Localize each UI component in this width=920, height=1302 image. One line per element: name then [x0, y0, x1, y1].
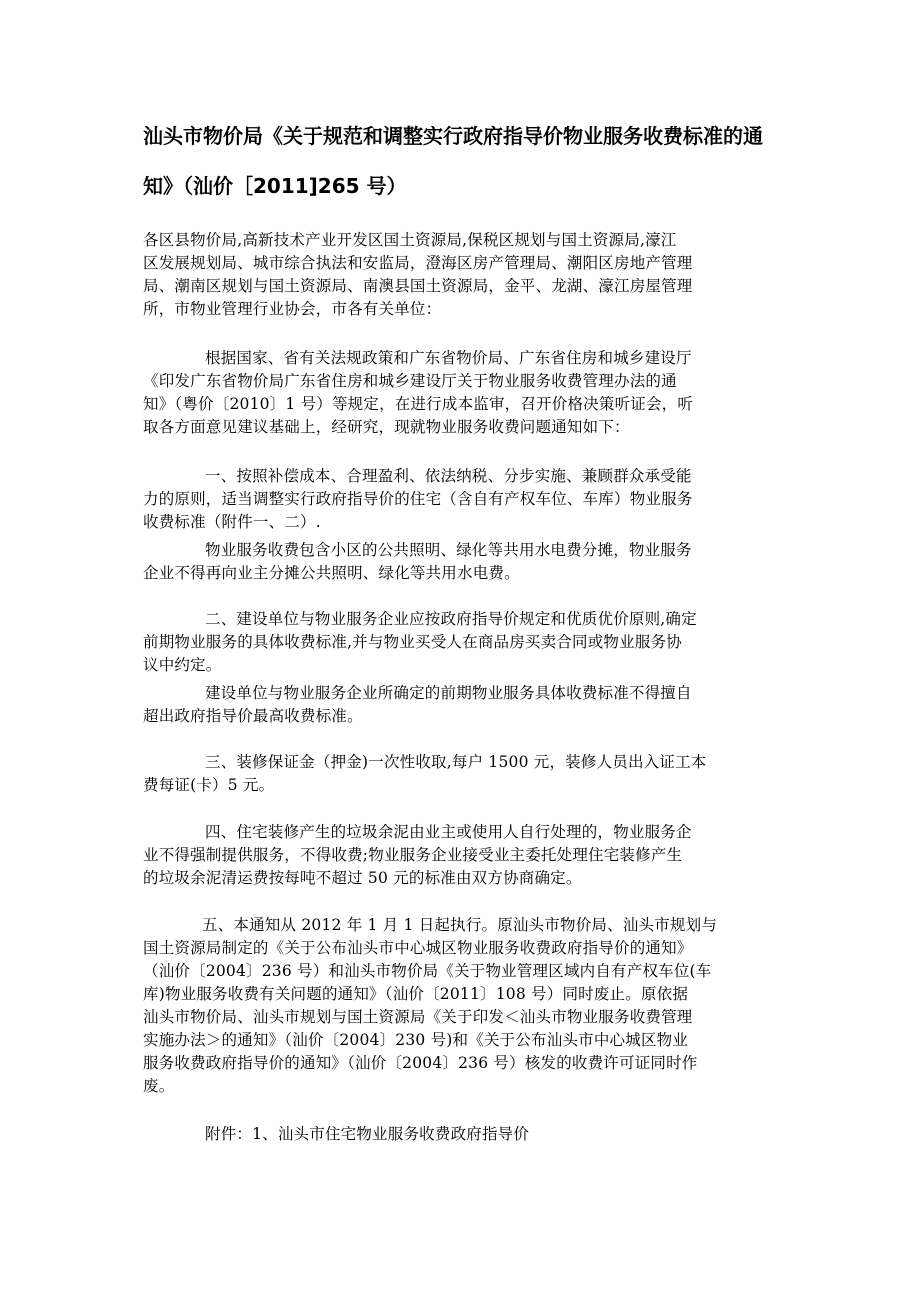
item-4-line: 四、住宅装修产生的垃圾余泥由业主或使用人自行处理的，物业服务企: [205, 823, 692, 841]
item-5-line: 国土资源局制定的《关于公布汕头市中心城区物业服务收费政府指导价的通知》: [143, 939, 693, 957]
item-5-line: 废。: [143, 1077, 175, 1095]
item-3-line: 三、装修保证金（押金)一次性收取,每户 1500 元，装修人员出入证工本: [205, 753, 707, 771]
item-2b-line: 建设单位与物业服务企业所确定的前期物业服务具体收费标准不得擅自: [205, 684, 692, 702]
item-1-line: 一、按照补偿成本、合理盈利、依法纳税、分步实施、兼顾群众承受能: [205, 467, 692, 485]
addressee-line: 局、潮南区规划与国土资源局、南澳县国土资源局，金平、龙湖、濠江房屋管理: [143, 277, 693, 295]
item-5-paragraph: [143, 914, 779, 1098]
intro-line: 《印发广东省物价局广东省住房和城乡建设厅关于物业服务收费管理办法的通: [143, 372, 677, 390]
item-4-line: 业不得强制提供服务，不得收费;物业服务企业接受业主委托处理住宅装修产生: [143, 846, 683, 864]
item-3-line: 费每证(卡）5 元。: [143, 776, 275, 794]
item-1-line: 收费标准（附件一、二）.: [143, 513, 321, 531]
item-3-paragraph: [143, 751, 779, 797]
item-2b-paragraph: [143, 682, 779, 728]
attachment-paragraph: [143, 1123, 779, 1146]
item-5-line: （汕价〔2004〕236 号）和汕头市物价局《关于物业管理区域内自有产权车位(车: [143, 962, 712, 980]
item-1-line: 力的原则，适当调整实行政府指导价的住宅（含自有产权车位、车库）物业服务: [143, 490, 693, 508]
document-title-line-1: 汕头市物价局《关于规范和调整实行政府指导价物业服务收费标准的通: [143, 124, 763, 148]
addressee-line: 各区县物价局,高新技术产业开发区国土资源局,保税区规划与国土资源局,濠江: [143, 231, 677, 249]
item-1b-line: 物业服务收费包含小区的公共照明、绿化等共用水电费分摊，物业服务: [205, 541, 692, 559]
item-1b-paragraph: [143, 539, 779, 585]
item-5-line: 五、本通知从 2012 年 1 月 1 日起执行。原汕头市物价局、汕头市规划与: [202, 916, 718, 934]
item-5-line: 实施办法＞的通知》（汕价〔2004〕230 号)和《关于公布汕头市中心城区物业: [143, 1031, 689, 1049]
item-2b-line: 超出政府指导价最高收费标准。: [143, 707, 363, 725]
addressee-paragraph: [143, 229, 779, 321]
item-2-paragraph: [143, 608, 779, 677]
item-2-line: 议中约定。: [143, 656, 222, 674]
item-1-paragraph: [143, 465, 779, 534]
intro-line: 取各方面意见建议基础上，经研究，现就物业服务收费问题通知如下：: [143, 418, 630, 436]
item-5-line: 服务收费政府指导价的通知》（汕价〔2004〕236 号）核发的收费许可证同时作: [143, 1054, 698, 1072]
intro-line: 知》（粤价〔2010〕1 号）等规定，在进行成本监审，召开价格决策听证会，听: [143, 395, 694, 413]
addressee-line: 区发展规划局、城市综合执法和安监局，澄海区房产管理局、潮阳区房地产管理: [143, 254, 693, 272]
item-2-line: 二、建设单位与物业服务企业应按政府指导价规定和优质优价原则,确定: [205, 610, 697, 628]
item-4-line: 的垃圾余泥清运费按每吨不超过 50 元的标准由双方协商确定。: [143, 869, 582, 887]
attachment-line: 附件：1、汕头市住宅物业服务收费政府指导价: [205, 1125, 530, 1143]
item-5-line: 库)物业服务收费有关问题的通知》（汕价〔2011〕108 号）同时废止。原依据: [143, 985, 689, 1003]
document-title-line-2: 知》（汕价［2011]265 号）: [143, 174, 407, 198]
item-5-line: 汕头市物价局、汕头市规划与国土资源局《关于印发＜汕头市物业服务收费管理: [143, 1008, 693, 1026]
addressee-line: 所，市物业管理行业协会，市各有关单位：: [143, 300, 442, 318]
intro-paragraph: [143, 347, 779, 439]
item-4-paragraph: [143, 821, 779, 890]
item-2-line: 前期物业服务的具体收费标准,并与物业买受人在商品房买卖合同或物业服务协: [143, 633, 682, 651]
item-1b-line: 企业不得再向业主分摊公共照明、绿化等共用水电费。: [143, 564, 520, 582]
intro-line: 根据国家、省有关法规政策和广东省物价局、广东省住房和城乡建设厅: [205, 349, 692, 367]
